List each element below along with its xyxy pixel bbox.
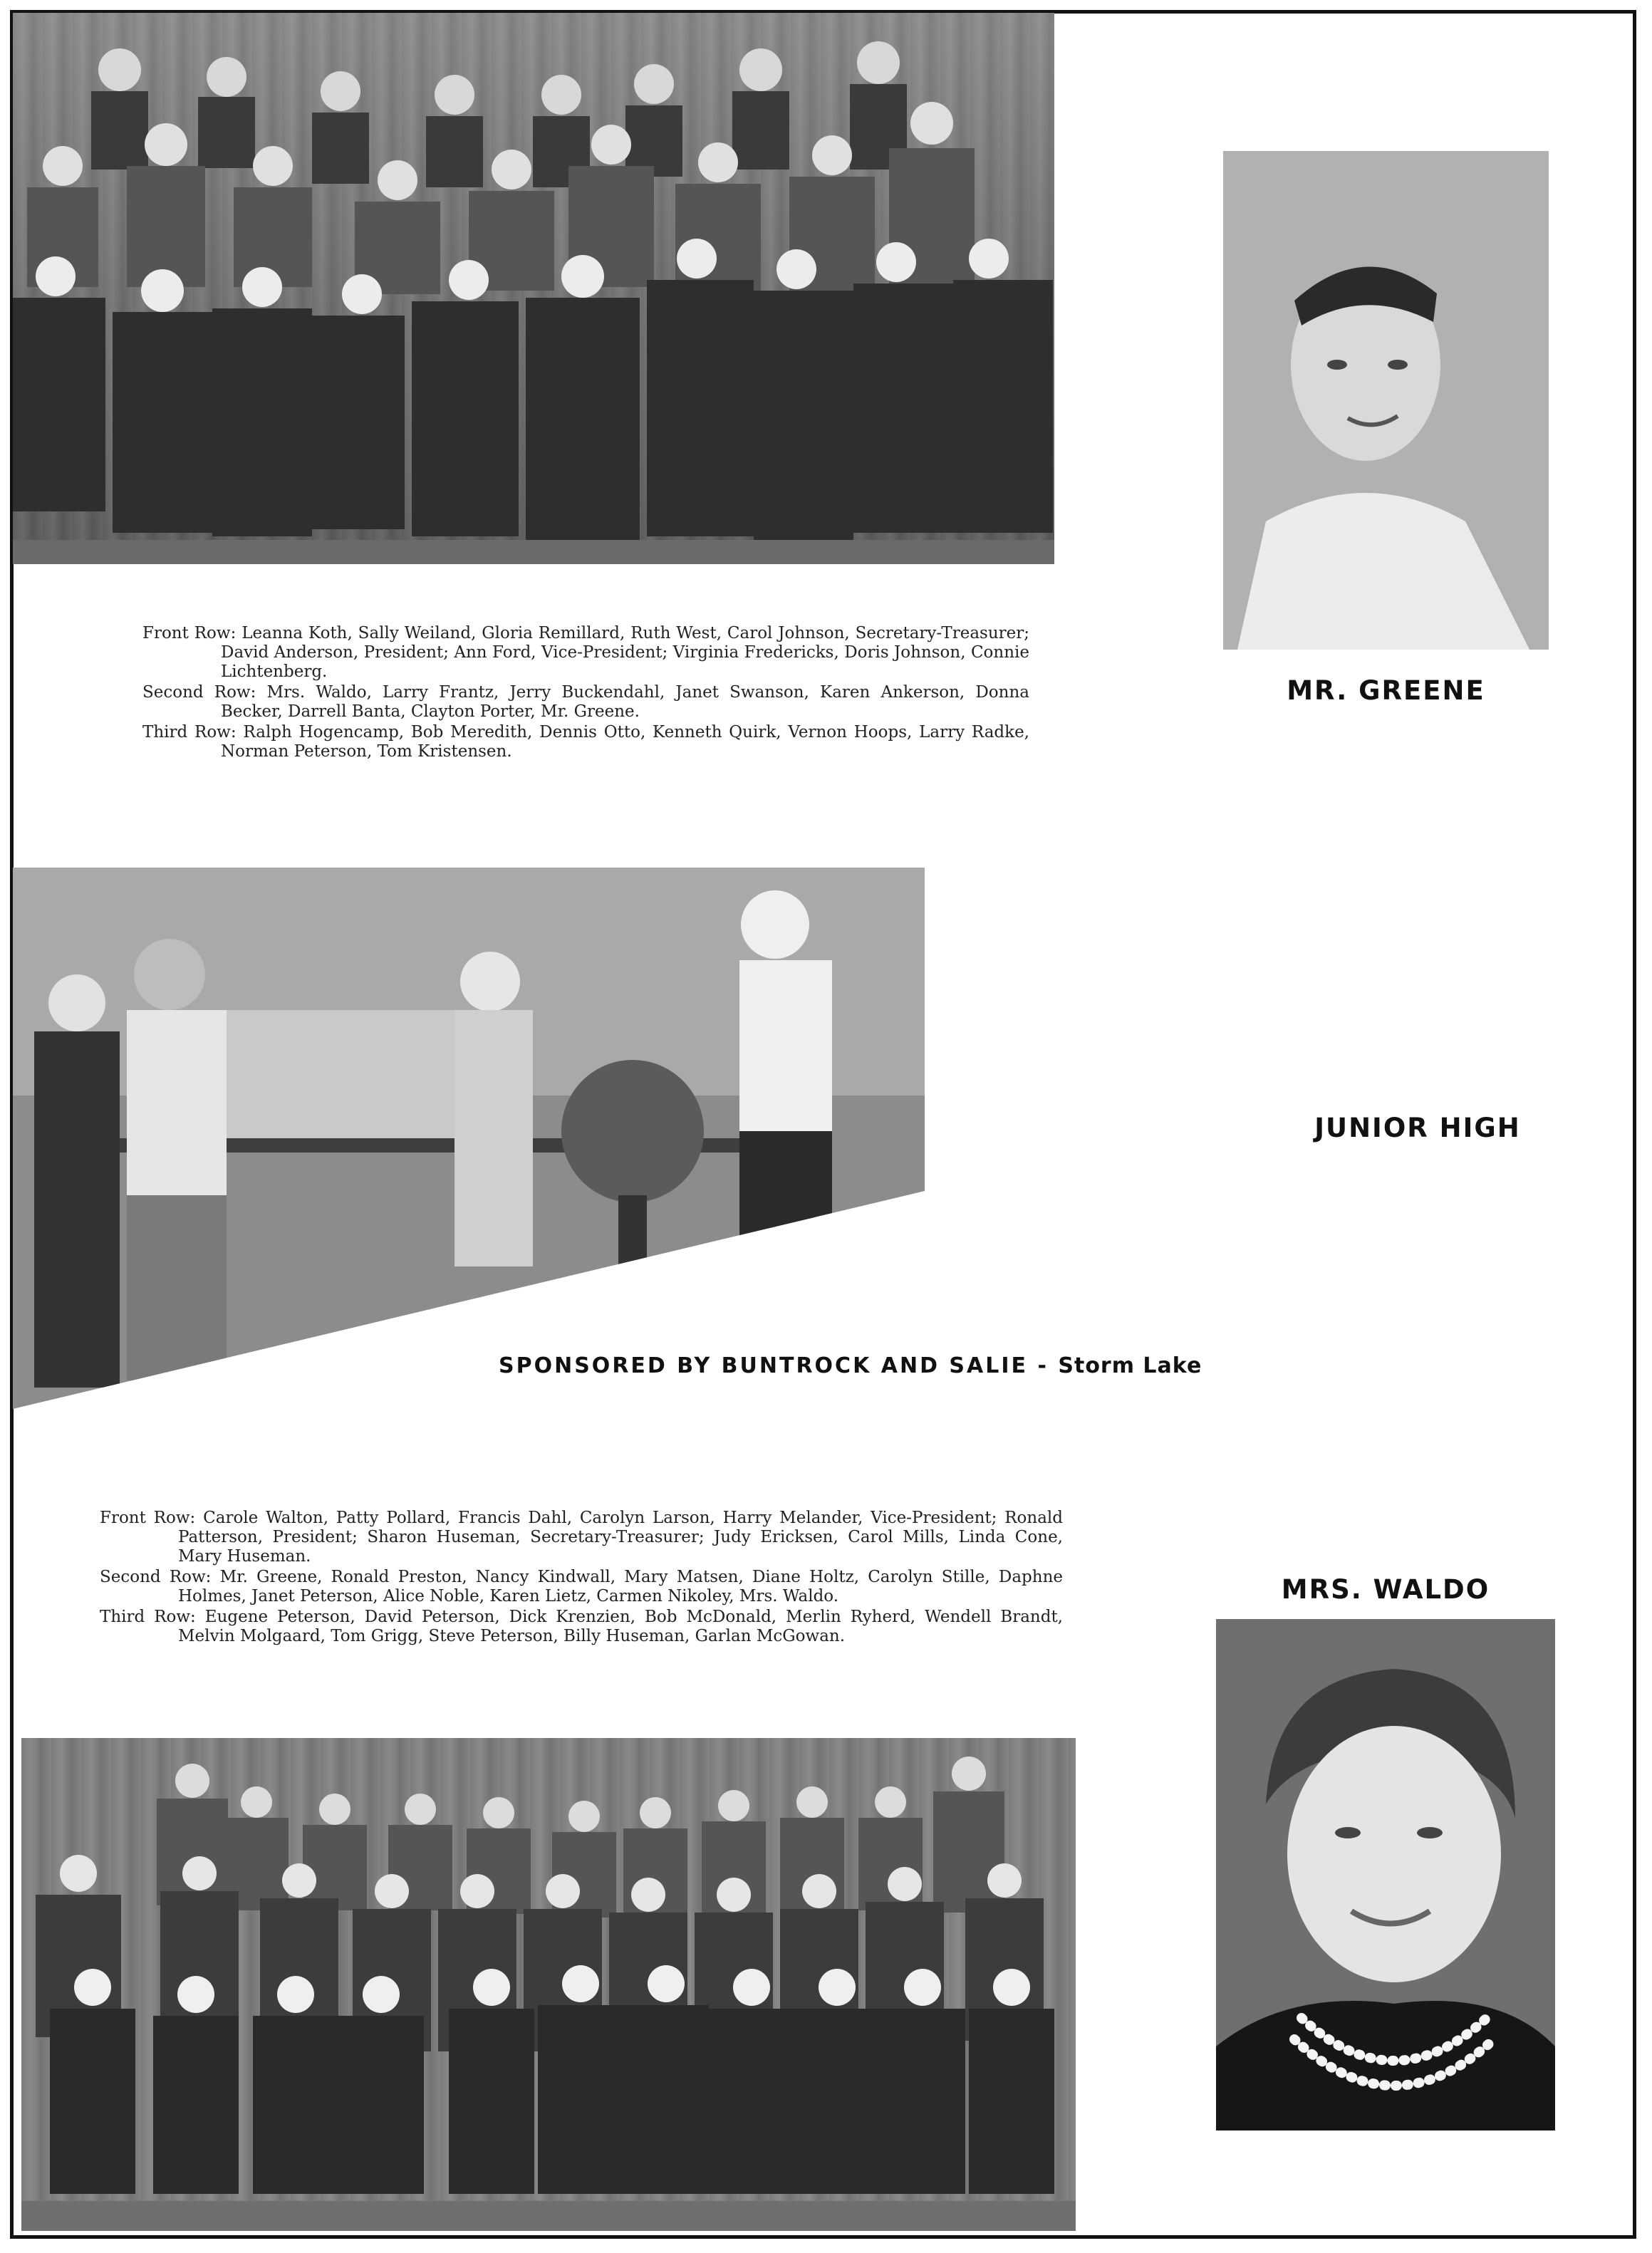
caption-top-third-row: Third Row: Ralph Hogencamp, Bob Meredith, Dennis Otto, Kenneth Quirk, Vernon Hoops, Larry Radke, Norman Peterson, Tom Kristensen. — [142, 723, 1029, 761]
sponsor-place: Storm Lake — [1058, 1353, 1202, 1378]
class-photo-top — [13, 13, 1054, 564]
caption-top — [142, 624, 1029, 763]
sponsor-main: SPONSORED BY BUNTROCK AND SALIE — [499, 1353, 1029, 1378]
caption-top-second-row: Second Row: Mrs. Waldo, Larry Frantz, Jerry Buckendahl, Janet Swanson, Karen Ankerson, Donna Becker, Darrell Banta, Clayton Porter, Mr. Greene. — [142, 683, 1029, 721]
sponsor-line — [499, 1353, 1318, 1378]
classroom-photo-globe — [13, 868, 925, 1409]
portrait-mrs-waldo — [1216, 1619, 1555, 2130]
caption-bottom-front-row: Front Row: Carole Walton, Patty Pollard, Francis Dahl, Carolyn Larson, Harry Melander, Vice-President; Ronald Patterson, President; Sharon Huseman, Secretary-Treasurer; Judy Ericksen, Carol Mills, Linda Cone, Mary Huseman. — [100, 1509, 1063, 1566]
caption-top-front-row: Front Row: Leanna Koth, Sally Weiland, Gloria Remillard, Ruth West, Carol Johnson, Secretary-Treasurer; David Anderson, President; Ann Ford, Vice-President; Virginia Fredericks, Doris Johnson, Connie Lichtenberg. — [142, 624, 1029, 681]
name-mrs-waldo: MRS. WALDO — [1281, 1574, 1490, 1605]
name-mr-greene: MR. GREENE — [1287, 675, 1485, 706]
sponsor-separator: - — [1028, 1353, 1059, 1378]
portrait-mr-greene — [1223, 151, 1549, 650]
caption-bottom — [100, 1509, 1063, 1648]
class-photo-bottom — [21, 1738, 1076, 2231]
caption-bottom-second-row: Second Row: Mr. Greene, Ronald Preston, Nancy Kindwall, Mary Matsen, Diane Holtz, Carolyn Stille, Daphne Holmes, Janet Peterson, Alice Noble, Karen Lietz, Carmen Nikoley, Mrs. Waldo. — [100, 1568, 1063, 1606]
section-title-junior-high: JUNIOR HIGH — [1314, 1113, 1521, 1143]
caption-bottom-third-row: Third Row: Eugene Peterson, David Peterson, Dick Krenzien, Bob McDonald, Merlin Ryherd, Wendell Brandt, Melvin Molgaard, Tom Grigg, Steve Peterson, Billy Huseman, Garlan McGowan. — [100, 1608, 1063, 1645]
